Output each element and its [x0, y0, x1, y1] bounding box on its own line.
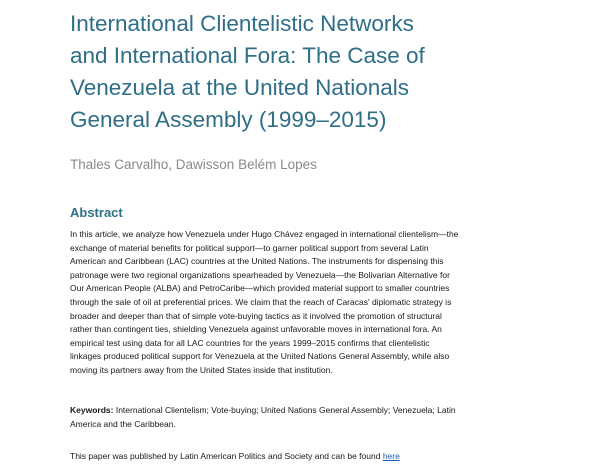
authors: Thales Carvalho, Dawisson Belém Lopes [70, 157, 317, 172]
publication-note [70, 450, 400, 464]
abstract-line: American and Caribbean (LAC) countries at the United Nations. The instruments for dispensing this [70, 256, 444, 267]
abstract-line: broader and deeper than that of simple vote-buying tactics as it involved the promotion of structural [70, 310, 442, 321]
abstract-line: empirical test using data for all LAC countries for the years 1999–2015 confirms that clientelistic [70, 337, 430, 348]
abstract-line: patronage were two regional organizations spearheaded by Venezuela—the Bolivarian Alternative for [70, 269, 450, 280]
title-line: and International Fora: The Case of [70, 43, 425, 68]
abstract-line: linkages produced political support for Venezuela at the United Nations General Assembly, while also [70, 351, 450, 362]
paper-title [70, 8, 570, 136]
keywords-label: Keywords: [70, 405, 114, 415]
abstract-line: rather than contingent ties, shielding Venezuela against unfavorable moves in international fora. An [70, 324, 442, 335]
title-line: International Clientelistic Networks [70, 11, 414, 36]
abstract-heading: Abstract [70, 205, 123, 220]
abstract-line: through the sale of oil at preferential prices. We claim that the reach of Caracas' diplomatic strategy is [70, 296, 452, 307]
keywords-line: America and the Caribbean. [70, 418, 176, 429]
publication-note-text: This paper was published by Latin American Politics and Society and can be found [70, 451, 381, 461]
abstract-line: exchange of material benefits for political support—to garner political support from several Latin [70, 242, 429, 253]
keywords-line [70, 404, 580, 418]
title-line: General Assembly (1999–2015) [70, 107, 387, 132]
keywords-text: International Clientelism; Vote-buying; United Nations General Assembly; Venezuela; Latin [115, 405, 456, 415]
keywords [70, 404, 580, 431]
abstract-line: Our American People (ALBA) and PetroCaribe—which provided material support to smaller countries [70, 283, 450, 294]
publication-link[interactable]: here [382, 451, 400, 461]
abstract-body [70, 228, 580, 378]
abstract-line: In this article, we analyze how Venezuela under Hugo Chávez engaged in international clientelism—the [70, 229, 459, 239]
title-line: Venezuela at the United Nationals [70, 75, 409, 100]
abstract-line: moving its partners away from the United States inside that institution. [70, 364, 333, 375]
